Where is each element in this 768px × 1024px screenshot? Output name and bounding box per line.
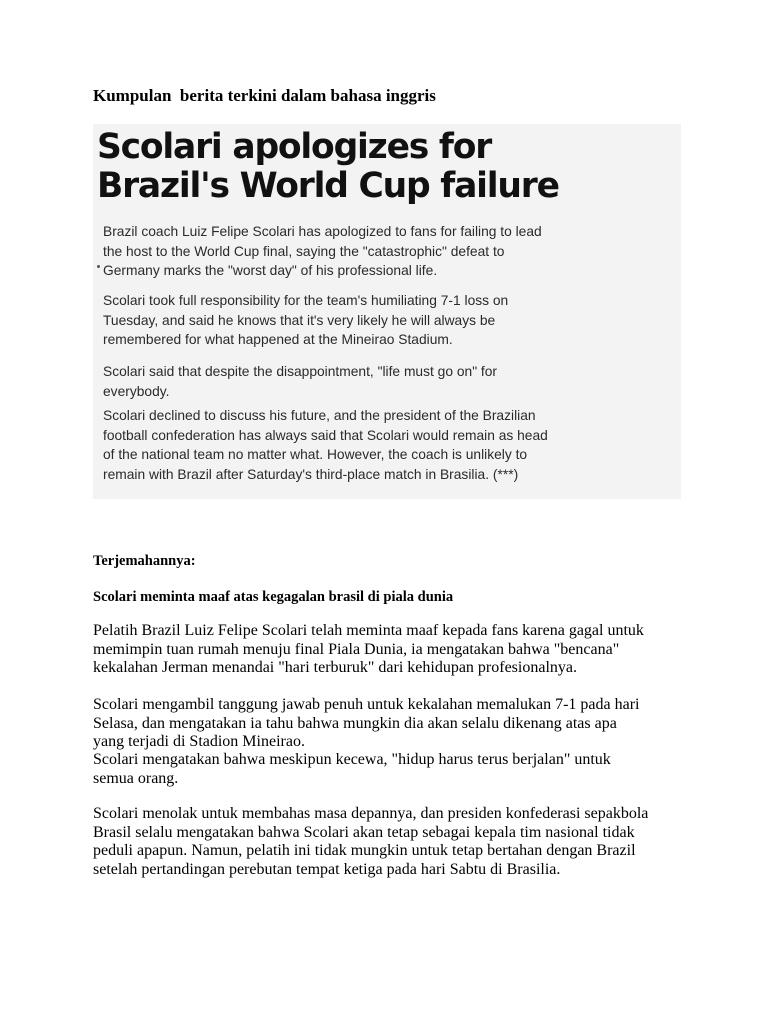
headline-line: Scolari apologizes for [97, 127, 492, 167]
news-line: the host to the World Cup final, saying the "catastrophic" defeat to [103, 243, 505, 259]
news-paragraph [103, 406, 553, 484]
translation-paragraph [93, 751, 611, 788]
news-paragraph [103, 222, 553, 281]
paragraph-line: Brasil selalu mengatakan bahwa Scolari akan tetap sebagai kepala tim nasional tidak [93, 823, 635, 841]
news-line: Tuesday, and said he knows that it's very likely he will always be [103, 312, 496, 328]
news-line: Scolari took full responsibility for the team's humiliating 7-1 loss on [103, 293, 509, 308]
news-line: Scolari declined to discuss his future, and the president of the Brazilian [103, 408, 536, 423]
paragraph-line: Scolari menolak untuk membahas masa depannya, dan presiden konfederasi sepakbola [93, 805, 649, 822]
news-line: Brazil coach Luiz Felipe Scolari has apologized to fans for failing to lead [103, 224, 542, 239]
news-paragraph [103, 362, 553, 401]
news-line: remain with Brazil after Saturday's third-place match in Brasilia. (***) [103, 466, 519, 482]
paragraph-line: kekalahan Jerman menandai "hari terburuk" dari kehidupan profesionalnya. [93, 659, 577, 676]
news-line: remembered for what happened at the Mineirao Stadium. [103, 332, 453, 347]
paragraph-line: setelah pertandingan perebutan tempat ketiga pada hari Sabtu di Brasilia. [93, 860, 561, 878]
news-line: of the national team no matter what. However, the coach is unlikely to [103, 447, 528, 462]
translation-label: Terjemahannya: [93, 553, 196, 569]
news-article-image [93, 124, 681, 499]
paragraph-line: yang terjadi di Stadion Mineirao. [93, 733, 305, 750]
news-line: Germany marks the "worst day" of his professional life. [103, 263, 438, 278]
paragraph-line: Pelatih Brazil Luiz Felipe Scolari telah meminta maaf kepada fans karena gagal untuk [93, 622, 644, 639]
paragraph-line: semua orang. [93, 769, 179, 787]
bullet-dot-icon [97, 265, 100, 268]
news-line: everybody. [103, 383, 170, 399]
news-line: Scolari said that despite the disappointment, "life must go on" for [103, 364, 498, 379]
translation-title: Scolari meminta maaf atas kegagalan brasil di piala dunia [93, 589, 454, 605]
paragraph-line: peduli apapun. Namun, pelatih ini tidak mungkin untuk tetap bertahan dengan Brazil [93, 842, 636, 859]
paragraph-line: Scolari mengambil tanggung jawab penuh untuk kekalahan memalukan 7-1 pada hari [93, 696, 640, 713]
translation-paragraph [93, 696, 640, 752]
document-title: Kumpulan berita terkini dalam bahasa inggris [93, 86, 436, 105]
translation-paragraph [93, 805, 648, 879]
headline-line: Brazil's World Cup failure [97, 166, 559, 206]
translation-paragraph [93, 622, 644, 678]
paragraph-line: Scolari mengatakan bahwa meskipun kecewa, "hidup harus terus berjalan" untuk [93, 751, 611, 768]
news-headline [97, 128, 559, 206]
news-paragraph [103, 291, 553, 350]
news-line: football confederation has always said that Scolari would remain as head [103, 427, 548, 443]
paragraph-line: Selasa, dan mengatakan ia tahu bahwa mungkin dia akan selalu dikenang atas apa [93, 714, 617, 732]
paragraph-line: memimpin tuan rumah menuju final Piala Dunia, ia mengatakan bahwa "bencana" [93, 640, 620, 658]
